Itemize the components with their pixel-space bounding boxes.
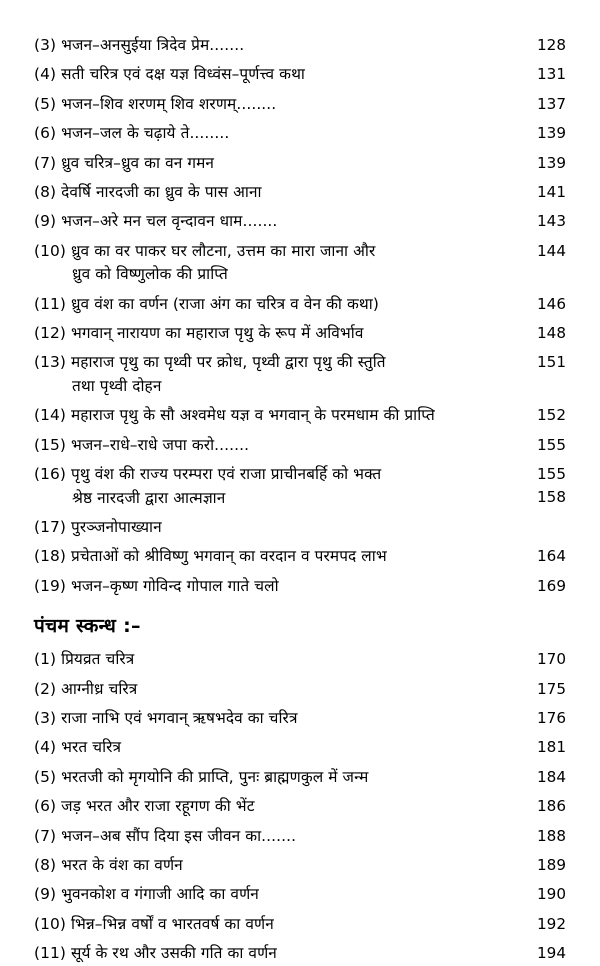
toc-entry: [34, 434, 566, 457]
toc-entry-title: (6) भजन–जल के चढ़ाये ते........: [34, 124, 230, 143]
toc-entry-title: (7) ध्रुव चरित्र–ध्रुव का वन गमन: [34, 153, 215, 172]
toc-entry-page: 164: [537, 547, 566, 566]
toc-entry-page-1: 155: [537, 465, 566, 484]
toc-entry-title-line1: (10) ध्रुव का वर पाकर घर लौटना, उत्तम का मारा जाना और: [34, 241, 376, 260]
toc-entry-page: 152: [537, 406, 566, 425]
toc-entry-title: (11) ध्रुव वंश का वर्णन (राजा अंग का चरित्र व वेन की कथा): [34, 294, 379, 313]
section-heading: पंचम स्कन्ध :–: [34, 615, 141, 638]
toc-entry-title: [34, 351, 386, 398]
toc-entry: [34, 883, 566, 906]
toc-entry-title: (18) प्रचेताओं को श्रीविष्णु भगवान् का वरदान व परमपद लाभ: [34, 547, 387, 566]
toc-entry-title: (11) सूर्य के रथ और उसकी गति का वर्णन: [34, 944, 277, 963]
toc-entry-title: (14) महाराज पृथु के सौ अश्वमेध यज्ञ व भगवान् के परमधाम की प्राप्ति: [34, 406, 435, 425]
toc-entry-page: 184: [537, 767, 566, 786]
toc-entry-title: (4) सती चरित्र एवं दक्ष यज्ञ विध्वंस–पूर्णत्त्व कथा: [34, 65, 306, 84]
toc-entry: [34, 240, 566, 287]
toc-entry-page: 190: [537, 885, 566, 904]
toc-entry-title: (3) राजा नाभि एवं भगवान् ऋषभदेव का चरित्र: [34, 708, 298, 727]
toc-entry-page: 143: [537, 212, 566, 231]
toc-entry-title: (12) भगवान् नारायण का महाराज पृथु के रूप में अविर्भाव: [34, 324, 364, 343]
toc-entry-page: 139: [537, 153, 566, 172]
toc-entry: [34, 351, 566, 398]
toc-entry: [34, 736, 566, 759]
toc-entry: [34, 707, 566, 730]
toc-entry-title: (8) भरत के वंश का वर्णन: [34, 855, 183, 874]
toc-entry-title: (15) भजन–राधे–राधे जपा करो.......: [34, 435, 250, 454]
toc-entry-title: (7) भजन–अब सौंप दिया इस जीवन का.......: [34, 826, 297, 845]
toc-entry-page: 176: [537, 708, 566, 727]
toc-entry: [34, 795, 566, 818]
toc-entry-title: (2) आग्नीध्र चरित्र: [34, 679, 138, 698]
toc-entry-page: 186: [537, 797, 566, 816]
toc-entry: [34, 322, 566, 345]
toc-entry-page: 181: [537, 738, 566, 757]
toc-entry-title: (8) देवर्षि नारदजी का ध्रुव के पास आना: [34, 183, 262, 202]
toc-entry-page: 141: [537, 183, 566, 202]
toc-entry-title-line1: (16) पृथु वंश की राज्य परम्परा एवं राजा प्राचीनबर्हि को भक्त: [34, 465, 382, 484]
toc-entry-page: 192: [537, 914, 566, 933]
toc-entry-page: 144: [537, 241, 566, 260]
toc-entry-page-2: 158: [537, 488, 566, 507]
toc-entry: [34, 293, 566, 316]
toc-entry: [34, 575, 566, 598]
toc-entry-page: 128: [537, 36, 566, 54]
toc-entry-title: (5) भरतजी को मृगयोनि की प्राप्ति, पुनः ब्राह्मणकुल में जन्म: [34, 767, 369, 786]
toc-entry-title: (9) भुवनकोश व गंगाजी आदि का वर्णन: [34, 885, 259, 904]
toc-entry: [34, 913, 566, 936]
toc-entry: [34, 648, 566, 671]
toc-entry-page: 175: [537, 679, 566, 698]
toc-entry-title: (10) भिन्न–भिन्न वर्षों व भारतवर्ष का वर्णन: [34, 914, 274, 933]
toc-entry: [34, 854, 566, 877]
toc-entry-title: (6) जड़ भरत और राजा रहूगण की भेंट: [34, 797, 255, 816]
toc-entry-page: 151: [537, 353, 566, 372]
toc-entry-page: 170: [537, 650, 566, 669]
toc-entry: [34, 93, 566, 116]
toc-entry-title-line2: श्रेष्ठ नारदजी द्वारा आत्मज्ञान: [72, 488, 226, 507]
toc-entry-title: (1) प्रियव्रत चरित्र: [34, 650, 135, 669]
toc-entry: [34, 404, 566, 427]
toc-list-top: [34, 34, 566, 598]
toc-entry: [34, 678, 566, 701]
toc-entry-title: (19) भजन–कृष्ण गोविन्द गोपाल गाते चलो: [34, 576, 279, 595]
toc-entry: [34, 463, 566, 510]
toc-entry-title-line2: तथा पृथ्वी दोहन: [72, 376, 162, 395]
toc-list-bottom: [34, 648, 566, 965]
toc-entry-title: (17) पुरञ्जनोपाख्यान: [34, 517, 162, 536]
toc-entry: [34, 516, 566, 539]
toc-entry-page: 139: [537, 124, 566, 143]
toc-entry: [34, 210, 566, 233]
toc-entry-page: 189: [537, 855, 566, 874]
toc-entry-title: (4) भरत चरित्र: [34, 738, 122, 757]
toc-entry-page: [522, 463, 566, 509]
toc-entry: [34, 766, 566, 789]
toc-entry-title: (5) भजन–शिव शरणम् शिव शरणम्........: [34, 94, 277, 113]
toc-entry-page: 155: [537, 435, 566, 454]
toc-entry: [34, 34, 566, 57]
toc-entry-title: [34, 240, 375, 287]
toc-entry-page: 131: [537, 65, 566, 84]
toc-entry: [34, 942, 566, 965]
toc-entry: [34, 545, 566, 568]
toc-entry-page: 148: [537, 324, 566, 343]
toc-entry-page: 169: [537, 576, 566, 595]
toc-entry-title: (9) भजन–अरे मन चल वृन्दावन धाम.......: [34, 212, 278, 231]
toc-entry-page: 188: [537, 826, 566, 845]
toc-entry: [34, 825, 566, 848]
toc-entry-title-line2: ध्रुव को विष्णुलोक की प्राप्ति: [72, 265, 228, 284]
toc-entry-title-line1: (13) महाराज पृथु का पृथ्वी पर क्रोध, पृथ्वी द्वारा पृथु की स्तुति: [34, 353, 386, 372]
toc-entry: [34, 63, 566, 86]
toc-entry: [34, 122, 566, 145]
toc-entry-title: (3) भजन–अनसुईया त्रिदेव प्रेम.......: [34, 36, 245, 54]
toc-entry: [34, 152, 566, 175]
toc-entry: [34, 181, 566, 204]
toc-entry-title: [34, 463, 381, 510]
toc-entry-page: 146: [537, 294, 566, 313]
toc-entry-page: 194: [537, 944, 566, 963]
toc-entry-page: 137: [537, 94, 566, 113]
